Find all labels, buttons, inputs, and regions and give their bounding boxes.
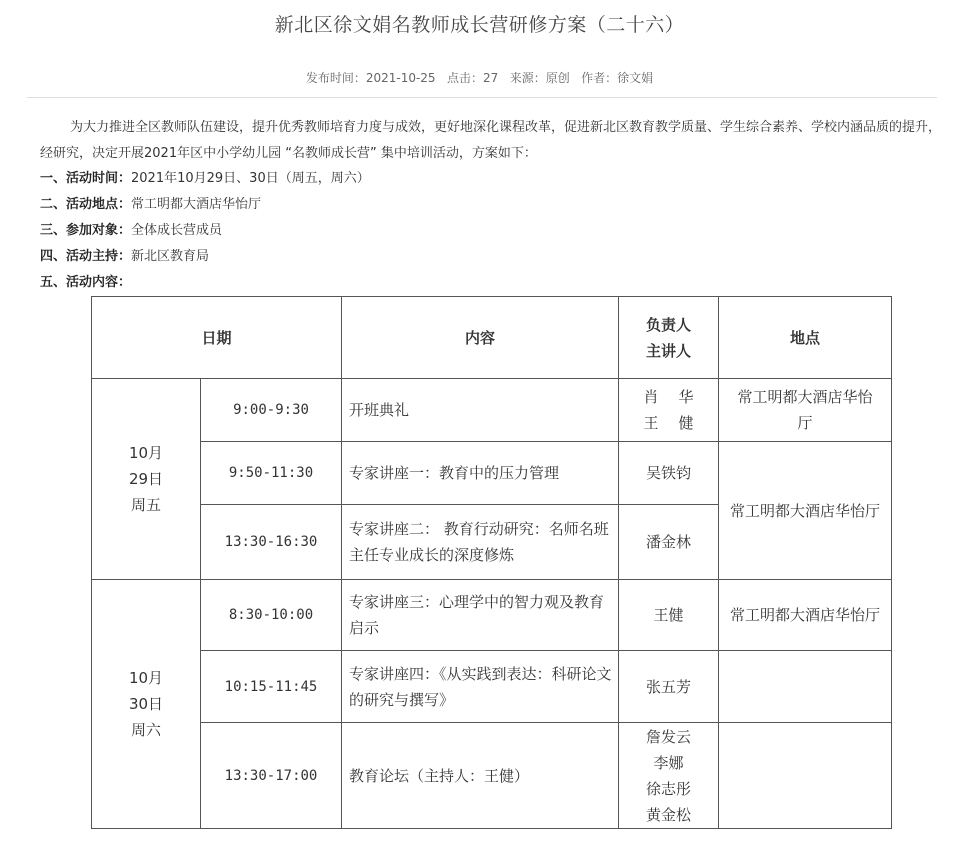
content-cell: 专家讲座四：《从实践到表达：科研论文的研究与撰写》 bbox=[342, 651, 619, 723]
date-cell-day1: 10月 29日 周五 bbox=[92, 379, 201, 580]
person-cell: 詹发云 李娜 徐志彤 黄金松 bbox=[619, 723, 719, 829]
item-host bbox=[40, 244, 209, 270]
table-row bbox=[92, 442, 892, 505]
item-host-value: 新北区教育局 bbox=[131, 249, 210, 264]
content-cell: 专家讲座一：教育中的压力管理 bbox=[342, 442, 619, 505]
item-location-value: 常工明都大酒店华怡厅 bbox=[131, 197, 262, 212]
person-cell: 吴铁钧 bbox=[619, 442, 719, 505]
table-header-row bbox=[92, 297, 892, 379]
time-cell: 10:15-11:45 bbox=[201, 651, 342, 723]
table-row bbox=[92, 723, 892, 829]
person-cell: 张五芳 bbox=[619, 651, 719, 723]
time-cell: 13:30-16:30 bbox=[201, 505, 342, 580]
item-participants-label: 三、参加对象： bbox=[40, 223, 132, 238]
person-cell: 王健 bbox=[619, 580, 719, 651]
item-time-value: 2021年10月29日、30日（周五，周六） bbox=[131, 171, 370, 186]
item-participants-value: 全体成长营成员 bbox=[131, 223, 223, 238]
venue-cell: 常工明都大酒店华怡厅 bbox=[719, 379, 892, 442]
venue-cell bbox=[719, 651, 892, 723]
table-row bbox=[92, 580, 892, 651]
page-title: 新北区徐文娟名教师成长营研修方案（二十六） bbox=[274, 14, 685, 36]
item-location-label: 二、活动地点： bbox=[40, 197, 132, 212]
item-time-label: 一、活动时间： bbox=[40, 171, 132, 186]
header-content: 内容 bbox=[342, 297, 619, 379]
article-meta: 发布时间：2021-10-25 点击：27 来源：原创 作者：徐文娟 bbox=[305, 71, 654, 85]
time-cell: 8:30-10:00 bbox=[201, 580, 342, 651]
table-row bbox=[92, 379, 892, 442]
table-row bbox=[92, 651, 892, 723]
venue-cell: 常工明都大酒店华怡厅 bbox=[719, 442, 892, 580]
person-cell: 肖华 王健 bbox=[619, 379, 719, 442]
schedule-table bbox=[91, 296, 892, 829]
header-person: 负责人 主讲人 bbox=[619, 297, 719, 379]
item-participants bbox=[40, 218, 222, 244]
date-cell-day2: 10月 30日 周六 bbox=[92, 580, 201, 829]
person-cell: 潘金林 bbox=[619, 505, 719, 580]
header-date: 日期 bbox=[92, 297, 342, 379]
header-venue: 地点 bbox=[719, 297, 892, 379]
item-content bbox=[40, 270, 131, 296]
item-location bbox=[40, 192, 261, 218]
content-cell: 专家讲座三：心理学中的智力观及教育启示 bbox=[342, 580, 619, 651]
content-cell: 开班典礼 bbox=[342, 379, 619, 442]
content-cell: 专家讲座二： 教育行动研究：名师名班主任专业成长的深度修炼 bbox=[342, 505, 619, 580]
header-divider bbox=[27, 97, 937, 98]
item-time bbox=[40, 166, 370, 192]
item-content-label: 五、活动内容： bbox=[40, 275, 132, 290]
venue-cell bbox=[719, 723, 892, 829]
item-host-label: 四、活动主持： bbox=[40, 249, 132, 264]
time-cell: 13:30-17:00 bbox=[201, 723, 342, 829]
time-cell: 9:50-11:30 bbox=[201, 442, 342, 505]
time-cell: 9:00-9:30 bbox=[201, 379, 342, 442]
venue-cell: 常工明都大酒店华怡厅 bbox=[719, 580, 892, 651]
content-cell: 教育论坛（主持人：王健） bbox=[342, 723, 619, 829]
intro-paragraph: 为大力推进全区教师队伍建设，提升优秀教师培育力度与成效，更好地深化课程改革，促进新北区教育教学质量、学生综合素养、学校内涵品质的提升，经研究，决定开展2021年区中小学幼儿园 “名教师成长营” 集中培训活动，方案如下： bbox=[40, 120, 942, 161]
